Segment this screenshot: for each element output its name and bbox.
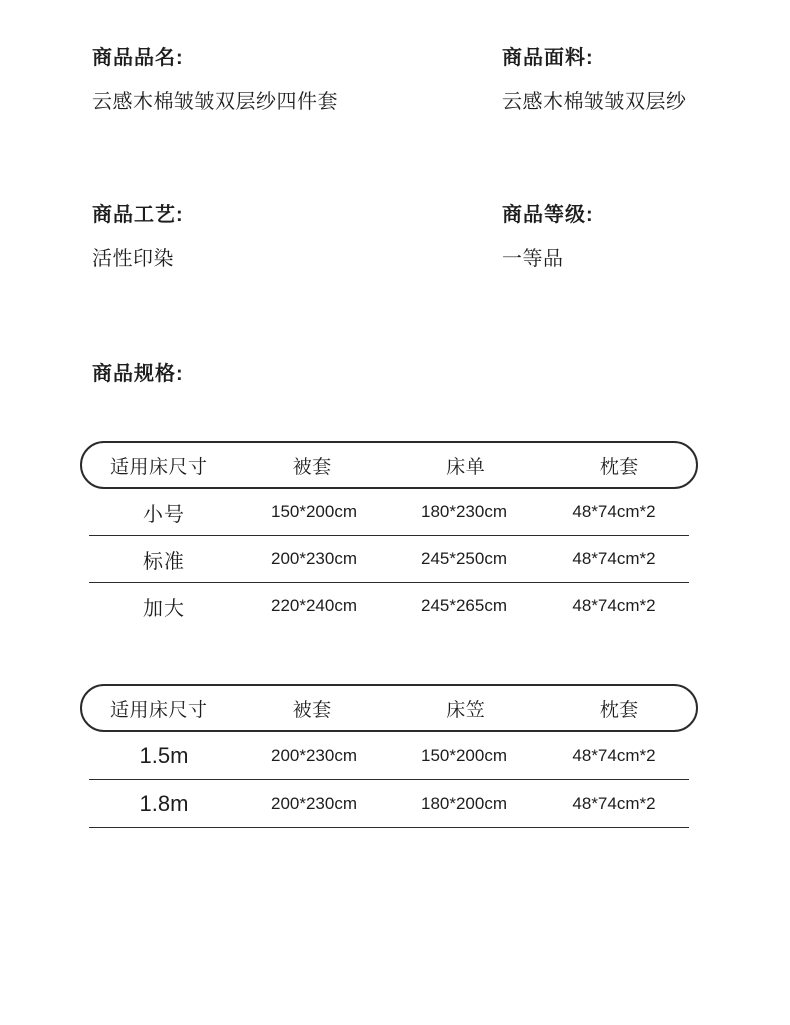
spec-section-heading: 商品规格: bbox=[92, 363, 184, 385]
table1-body bbox=[89, 489, 689, 629]
row-pillow-value: 48*74cm*2 bbox=[572, 549, 656, 568]
row-fitted-value: 180*200cm bbox=[420, 793, 507, 813]
table-row bbox=[89, 536, 689, 583]
field-product-grade bbox=[502, 202, 790, 272]
table-row bbox=[89, 732, 689, 780]
field-product-fabric bbox=[502, 45, 790, 115]
row-duvet-value: 220*240cm bbox=[270, 596, 357, 615]
table-row bbox=[89, 489, 689, 536]
row-size-label: 1.5m bbox=[139, 742, 189, 768]
row-size-label: 1.8m bbox=[139, 790, 189, 816]
row-pillow-value: 48*74cm*2 bbox=[572, 793, 656, 813]
table1-header-bed-sheet: 床单 bbox=[446, 456, 486, 478]
product-fabric-value: 云感木棉皱皱双层纱 bbox=[502, 91, 687, 113]
row-sheet-value: 245*250cm bbox=[420, 549, 507, 568]
product-name-value: 云感木棉皱皱双层纱四件套 bbox=[92, 91, 338, 113]
row-pillow-value: 48*74cm*2 bbox=[572, 745, 656, 765]
table1-header-pillowcase: 枕套 bbox=[599, 456, 639, 478]
table2-header-duvet-cover: 被套 bbox=[292, 699, 332, 721]
product-grade-value: 一等品 bbox=[502, 248, 564, 270]
product-grade-label: 商品等级: bbox=[502, 204, 594, 226]
table2-header-bed-size: 适用床尺寸 bbox=[109, 699, 208, 721]
table2-header-fitted-sheet: 床笠 bbox=[446, 699, 486, 721]
row-duvet-value: 150*200cm bbox=[270, 502, 357, 521]
row-sheet-value: 245*265cm bbox=[420, 596, 507, 615]
row-size-label: 小号 bbox=[143, 503, 185, 526]
size-table-duvet-sheet bbox=[80, 441, 698, 629]
table1-header-row bbox=[80, 441, 698, 489]
product-craft-label: 商品工艺: bbox=[92, 204, 184, 226]
table-row bbox=[89, 780, 689, 828]
table2-header-row bbox=[80, 684, 698, 732]
table2-body bbox=[89, 732, 689, 828]
table2-header-pillowcase: 枕套 bbox=[599, 699, 639, 721]
row-sheet-value: 180*230cm bbox=[420, 502, 507, 521]
table-row bbox=[89, 583, 689, 629]
row-duvet-value: 200*230cm bbox=[270, 549, 357, 568]
size-table-fitted-sheet bbox=[80, 684, 698, 828]
field-product-craft bbox=[92, 202, 392, 272]
product-fabric-label: 商品面料: bbox=[502, 47, 594, 69]
row-pillow-value: 48*74cm*2 bbox=[572, 596, 656, 615]
row-size-label: 加大 bbox=[143, 597, 185, 620]
field-product-name bbox=[92, 45, 392, 115]
row-size-label: 标准 bbox=[143, 550, 185, 573]
row-duvet-value: 200*230cm bbox=[270, 745, 357, 765]
table1-header-duvet-cover: 被套 bbox=[292, 456, 332, 478]
row-duvet-value: 200*230cm bbox=[270, 793, 357, 813]
product-craft-value: 活性印染 bbox=[92, 248, 174, 270]
row-fitted-value: 150*200cm bbox=[420, 745, 507, 765]
product-name-label: 商品品名: bbox=[92, 47, 184, 69]
table1-header-bed-size: 适用床尺寸 bbox=[109, 456, 208, 478]
row-pillow-value: 48*74cm*2 bbox=[572, 502, 656, 521]
